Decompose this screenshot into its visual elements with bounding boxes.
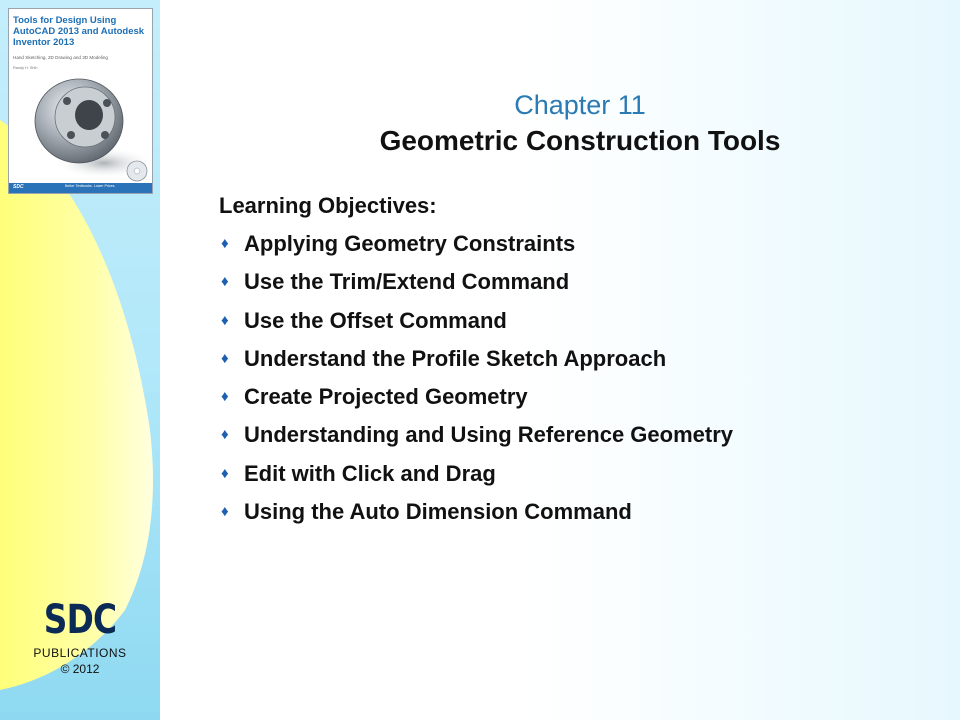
cover-footer-band [9, 183, 153, 194]
cover-blurb: Better Textbooks. Lower Prices. [65, 184, 116, 188]
diamond-bullet-icon: ♦ [221, 235, 229, 252]
chapter-label: Chapter 11 [514, 90, 646, 120]
slide-title [300, 88, 860, 159]
sdc-logo-text: SDC [43, 597, 117, 643]
objective-item [219, 459, 919, 497]
objective-item [219, 344, 919, 382]
copyright-year: © 2012 [60, 662, 100, 676]
diamond-bullet-icon: ♦ [221, 388, 229, 406]
objective-text: Understanding and Using Reference Geometry [244, 422, 733, 448]
objective-text: Applying Geometry Constraints [244, 231, 576, 256]
diamond-bullet-icon: ♦ [221, 349, 229, 367]
objective-text: Using the Auto Dimension Command [244, 499, 632, 525]
objective-text: Use the Offset Command [244, 307, 507, 333]
objective-item [219, 420, 919, 458]
publisher-logo [0, 598, 160, 676]
objective-text: Edit with Click and Drag [244, 460, 496, 486]
objective-item [219, 229, 919, 267]
diamond-bullet-icon: ♦ [221, 464, 229, 482]
cover-title: Tools for Design Using AutoCAD 2013 and Autodesk Inventor 2013 [13, 15, 145, 48]
mechanical-part-illustration [9, 73, 153, 183]
book-cover-image [8, 8, 153, 194]
objective-item [219, 306, 919, 344]
objective-list [219, 229, 919, 535]
diamond-bullet-icon: ♦ [221, 503, 229, 521]
left-decorative-panel [0, 0, 160, 720]
objective-text: Create Projected Geometry [244, 384, 528, 410]
publisher-name: PUBLICATIONS [33, 646, 127, 660]
objective-item [219, 382, 919, 420]
chapter-title: Geometric Construction Tools [379, 125, 781, 156]
objectives-heading: Learning Objectives: [219, 193, 437, 218]
diamond-bullet-icon: ♦ [221, 426, 229, 444]
objective-item [219, 497, 919, 535]
objective-text: Understand the Profile Sketch Approach [244, 345, 667, 371]
cover-author: Randy H. Shih [13, 66, 38, 70]
cover-subtitle: Hand Sketching, 2D Drawing and 3D Modeling [13, 55, 108, 60]
learning-objectives [219, 191, 919, 535]
diamond-bullet-icon: ♦ [221, 311, 229, 329]
cover-publisher-mark: SDC [13, 184, 24, 190]
objective-item [219, 267, 919, 305]
objective-text: Use the Trim/Extend Command [244, 269, 570, 295]
diamond-bullet-icon: ♦ [221, 273, 229, 291]
